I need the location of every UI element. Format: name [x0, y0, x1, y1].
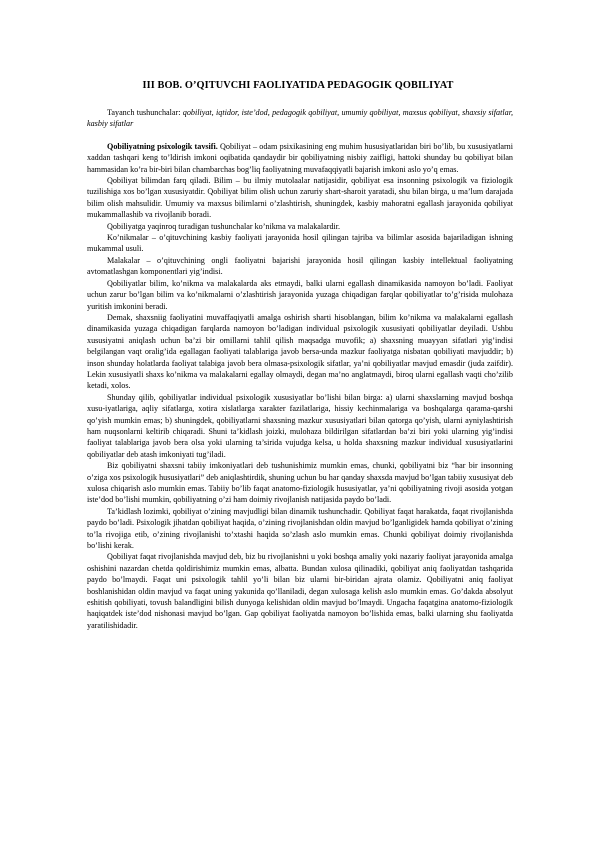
- paragraph: Qobiliyatga yaqinroq turadigan tushunchalar ko’nikma va malakalardir.: [107, 221, 341, 231]
- section-intro-text: Qobiliyat – odam psixikasining eng muhim hususiyatlaridan biri bo’lib, bu xususiyatlarni xaddan tashqari keng to’ldirish imkoni oqibatida qandaydir bir qobiliyatning nisbiy zaifligi, hattoki shunday bu qobiliyat bilan hammasidan ko’ra bir-biri bilan chambarchas bog’liq faoliyatning muvafaqqiyatli bajarish imkoni aslo yo’q emas.: [87, 141, 514, 174]
- paragraph: Qobiliyat faqat rivojlanishda mavjud deb, biz bu rivojlanishni u yoki boshqa amaliy yoki nazariy faoliyat jarayonida amalga oshishini nazardan chetda qoldirishimiz mumkin emas, albatta. Bundan xulosa qilinadiki, qobiliyat aniq faoliyatdan tashqarida paydo bo’lmaydi. Faqat uni psixologik tahlil yo’li bilan biz ularni bir-biridan ajrata olamiz. Qobiliyatni aniq faoliyat boshlanishidan oldin mavjud va faqat uning yakunida qo’llaniladi, degan xulosaga kelish aslo mumkin emas. Go’dakda absolyut eshitish qobiliyati, tovush balandligini bilish dunyoga kelishidan oldin mavjud bo’lmaydi. Ungacha faqatgina anatomo-fiziologik haqiqatdek iste’dod nishonasi mavjud bo’lgan. Gap qobiliyat faoliyatda namoyon bo’lishida emas, balki ularning shu faoliyatda yaratilishidadir.: [87, 552, 513, 630]
- section-heading: Qobiliyatning psixologik tavsifi.: [107, 141, 218, 151]
- paragraph: Shunday qilib, qobiliyatlar individual psixologik xususiyatlar bo’lishi bilan birga: a) ularni shaxslarning mavjud boshqa xusu-iyatlariga, aqliy sifatlarga, xotira xislatlarga xarakter fazilatlariga, hissiy kechinmalariga va boshqalarga qarama-qarshi qo’yish mumkin emas; b) shuningdek, qobiliyatlarni shaxsning mazkur xususiyatlari bilan qatorga qo’yish, ularni ayniylashtirish ham nuqsonlarni keltirib chiqaradi. Shuni ta’kidlash joizki, mulohaza bildirilgan sifatlardan ba’zi biri yoki ularning yig’indisi faoliyat talablariga javob bera olsa yoki ularning ta’sirida vujudga kelsa, u holda shaxsning mazkur individual xususiyatlarini qobiliyatlar deb atash imkoniyati tug’iladi.: [87, 392, 513, 459]
- paragraph: Ta’kidlash lozimki, qobiliyat o’zining mavjudligi bilan dinamik tushunchadir. Qobiliyat faqat harakatda, faqat rivojlanishda paydo bo’ladi. Psixologik jihatdan qobiliyat haqida, o’zining rivojlanishdan oldin mavjud bo’lganligidek hamda qobiliyat o’zining to’la rivojiga etib, o’zining rivojlanishi to’xtashi haqida so’zlash aslo mumkin emas. Chunki qobiliyat doimiy rivojlanishda bo’lishi kerak.: [87, 506, 513, 551]
- paragraph: Qobiliyat bilimdan farq qiladi. Bilim – bu ilmiy mutolaalar natijasidir, qobiliyat esa insonning psixologik va fiziologik tuzilishiga xos bo’lgan xususiyatdir. Qobiliyat bilim olish uchun zaruriy shart-sharoit yaratadi, shu bilan birga, u ma’lum darajada bilim olish mahsulidir. Umumiy va maxsus bilimlarni o’zlashtirish, shuningdek, kasbiy mahoratni egallash jarayonida qobiliyat mukammallashib va rivojlanib boradi.: [87, 176, 513, 220]
- section-intro-paragraph: [87, 141, 513, 175]
- paragraph: Ko’nikmalar – o’qituvchining kasbiy faoliyati jarayonida hosil qilingan tajriba va bilimlar asosida bajariladigan ishning mukammal usuli.: [87, 233, 513, 254]
- paragraph: Biz qobiliyatni shaxsni tabiiy imkoniyatlari deb tushunishimiz mumkin emas, chunki, qobiliyatni biz “har bir insonning o’ziga xos psixologik hususiyatlari” deb aniqlashtirdik, shuning uchun bu har qanday shaxsda mavjud bo’lgan tabiiy xususiyat deb xulosa chiqarish aslo mumkin emas. Tabiiy bo’lib faqat anatomo-fiziologik hususiyatlar, ya’ni qobiliyatning rivoji asosida yotgan iste’dod bo’lishi mumkin, qobiliyatning o’zi ham doimiy rivojlanish natijasida paydo bo’ladi.: [87, 461, 513, 505]
- paragraph: Qobiliyatlar bilim, ko’nikma va malakalarda aks etmaydi, balki ularni egallash dinamikasida namoyon bo’ladi. Faoliyat uchun zarur bo’lgan bilim va ko’nikmalarni o’zlashtirish jarayonida yuzaga chiqadigan farqlar qobiliyatlar to’g’risida mulohaza yuritish imkonini beradi.: [87, 278, 513, 311]
- keywords-list: qobiliyat, iqtidor, iste’dod, pedagogik qobiliyat, umumiy qobiliyat, maxsus qobiliyat, shaxsiy sifatlar, kasbiy sifatlar: [87, 108, 513, 129]
- document-body: [87, 107, 513, 631]
- paragraph: Demak, shaxsniig faoliyatini muvaffaqiyatli amalga oshirish sharti hisoblangan, bilim ko’nikma va malakalarni egallash dinamikasida yuzaga chiqadigan farqlarda namoyon bo’ladigan individual psixologik xususiyati qobiliyatlar deyiladi. Ushbu xususiyatni aniqlash uchun ba’zi bir omillarni tahlil qilish maqsadga muvofik; a) shaxsning muayyan sifatlari yig’indisi belgilangan vaqt oralig’ida egallagan faoliyati talablariga javob bersa-unda mazkur faoliyatga nisbatan qobiliyati mavjuddir; b) inson shunday holatlarda faoliyat talabiga javob bera olmasa-psixologik sifatlar, ya’ni qobiliyatlar mavjud emasdir (juda zaifdir). Lekin xususiyatli shaxs ko’nikma va malakalarni egallay olmaydi, degan ma’no anglatmaydi, biroq ularni egallash vaqti cho’zilib ketadi, xolos.: [87, 312, 513, 391]
- chapter-title: III BOB. O’QITUVCHI FAOLIYATIDA PEDAGOGIK QOBILIYAT: [142, 80, 454, 91]
- keywords-label: Tayanch tushunchalar:: [107, 108, 181, 117]
- keywords-paragraph: [87, 107, 513, 130]
- paragraph: Malakalar – o’qituvchining ongli faoliyatni bajarishi jarayonida hosil qilingan kasbiy intellektual faoliyatning avtomatlashgan komponentlari yig’indisi.: [87, 255, 513, 277]
